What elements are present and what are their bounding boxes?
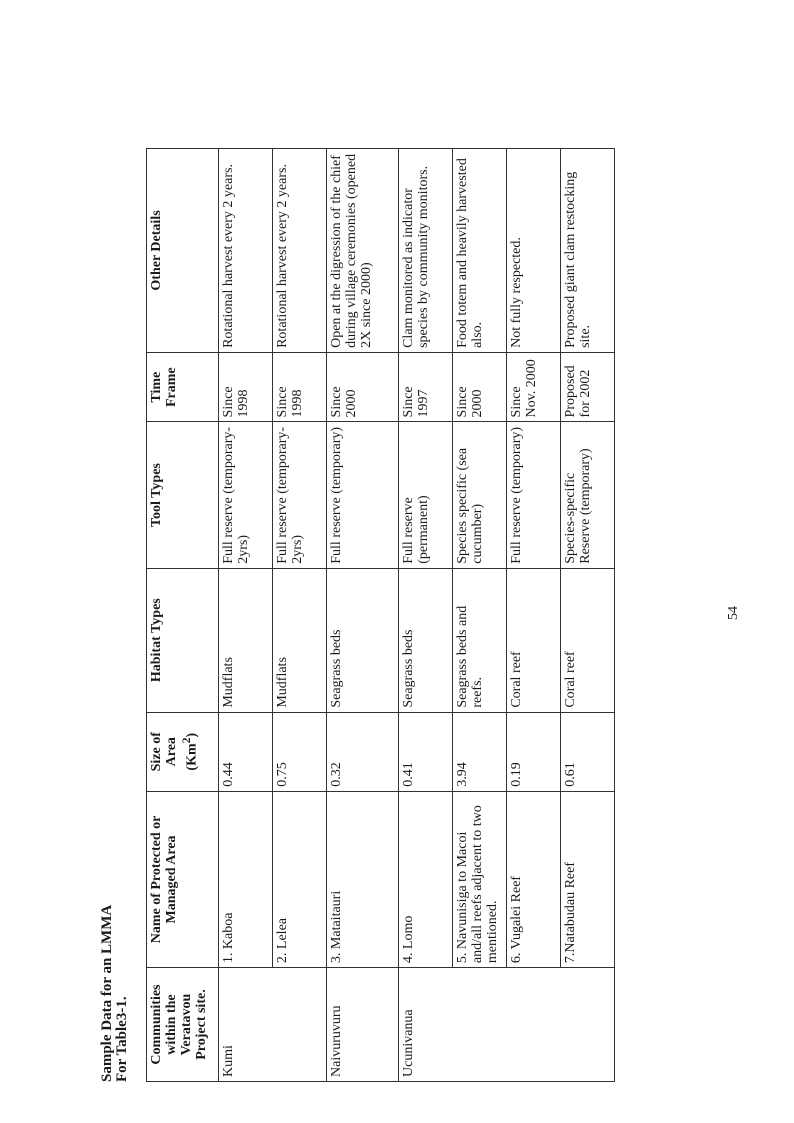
- header-communities: Communities within the Veratavou Project site.: [147, 968, 219, 1082]
- header-tool: Tool Types: [147, 422, 219, 568]
- cell-time: Since 2000: [453, 352, 507, 422]
- header-row: [147, 149, 219, 1082]
- header-name: Name of Protected or Managed Area: [147, 791, 219, 967]
- table-row: [561, 149, 615, 1082]
- cell-name: 5. Navunisiga to Macoi and/all reefs adjacent to two mentioned.: [453, 791, 507, 967]
- cell-size: 0.32: [327, 712, 399, 791]
- cell-community: Kumi: [219, 968, 327, 1082]
- cell-time: Since 2000: [327, 352, 399, 422]
- cell-time: Proposed for 2002: [561, 352, 615, 422]
- cell-name: 3. Mataitauri: [327, 791, 399, 967]
- cell-name: 4. Lomo: [399, 791, 453, 967]
- cell-habitat: Mudflats: [219, 568, 273, 712]
- cell-habitat: Seagrass beds: [399, 568, 453, 712]
- cell-time: Since 1997: [399, 352, 453, 422]
- header-time: Time Frame: [147, 352, 219, 422]
- cell-other: Rotational harvest every 2 years.: [273, 149, 327, 353]
- cell-size: 0.41: [399, 712, 453, 791]
- header-other: Other Details: [147, 149, 219, 353]
- cell-habitat: Mudflats: [273, 568, 327, 712]
- cell-tool: Species specific (sea cucumber): [453, 422, 507, 568]
- header-size-close: ): [184, 732, 200, 738]
- cell-habitat: Coral reef: [507, 568, 561, 712]
- cell-time: Since 1998: [273, 352, 327, 422]
- cell-time: Since Nov. 2000: [507, 352, 561, 422]
- cell-community: Naivuruvuru: [327, 968, 399, 1082]
- cell-size: 0.61: [561, 712, 615, 791]
- header-size-main: Size of Area: [149, 732, 179, 772]
- cell-other: Open at the digression of the chief during village ceremonies (opened 2X since 2000): [327, 149, 399, 353]
- caption-line-1: Sample Data for an LMMA: [99, 904, 115, 1082]
- cell-other: Not fully respected.: [507, 149, 561, 353]
- header-size-sup: 2: [180, 737, 193, 744]
- cell-time: Since 1998: [219, 352, 273, 422]
- cell-name: 2. Lelea: [273, 791, 327, 967]
- cell-other: Rotational harvest every 2 years.: [219, 149, 273, 353]
- header-size-unit: (Km: [184, 743, 200, 771]
- table-row: [219, 149, 273, 1082]
- cell-habitat: Seagrass beds and reefs.: [453, 568, 507, 712]
- table-row: [273, 149, 327, 1082]
- header-size: [147, 712, 219, 791]
- lmma-table: [146, 148, 615, 1082]
- cell-tool: Full reserve (temporary-2yrs): [273, 422, 327, 568]
- cell-name: 1. Kaboa: [219, 791, 273, 967]
- cell-name: 6. Vugalei Reef: [507, 791, 561, 967]
- cell-tool: Full reserve (temporary-2yrs): [219, 422, 273, 568]
- cell-tool: Full reserve (temporary): [327, 422, 399, 568]
- table-row: [507, 149, 561, 1082]
- cell-tool: Species-specific Reserve (temporary): [561, 422, 615, 568]
- cell-habitat: Coral reef: [561, 568, 615, 712]
- table-caption: [100, 905, 130, 1082]
- cell-other: Clam monitored as indicator species by community monitors.: [399, 149, 453, 353]
- cell-tool: Full reserve (temporary): [507, 422, 561, 568]
- cell-size: 0.19: [507, 712, 561, 791]
- caption-line-2: For Table3-1.: [114, 996, 130, 1082]
- header-habitat: Habitat Types: [147, 568, 219, 712]
- page-number: 54: [726, 606, 741, 620]
- cell-size: 3.94: [453, 712, 507, 791]
- cell-other: Proposed giant clam restocking site.: [561, 149, 615, 353]
- table-row: [399, 149, 453, 1082]
- cell-community: Ucunivanua: [399, 968, 615, 1082]
- rotated-page-content: [100, 42, 740, 1082]
- cell-habitat: Seagrass beds: [327, 568, 399, 712]
- table-row: [453, 149, 507, 1082]
- cell-other: Food totem and heavily harvested also.: [453, 149, 507, 353]
- cell-size: 0.44: [219, 712, 273, 791]
- table-row: [327, 149, 399, 1082]
- cell-tool: Full reserve (permanent): [399, 422, 453, 568]
- cell-size: 0.75: [273, 712, 327, 791]
- cell-name: 7.Natabudau Reef: [561, 791, 615, 967]
